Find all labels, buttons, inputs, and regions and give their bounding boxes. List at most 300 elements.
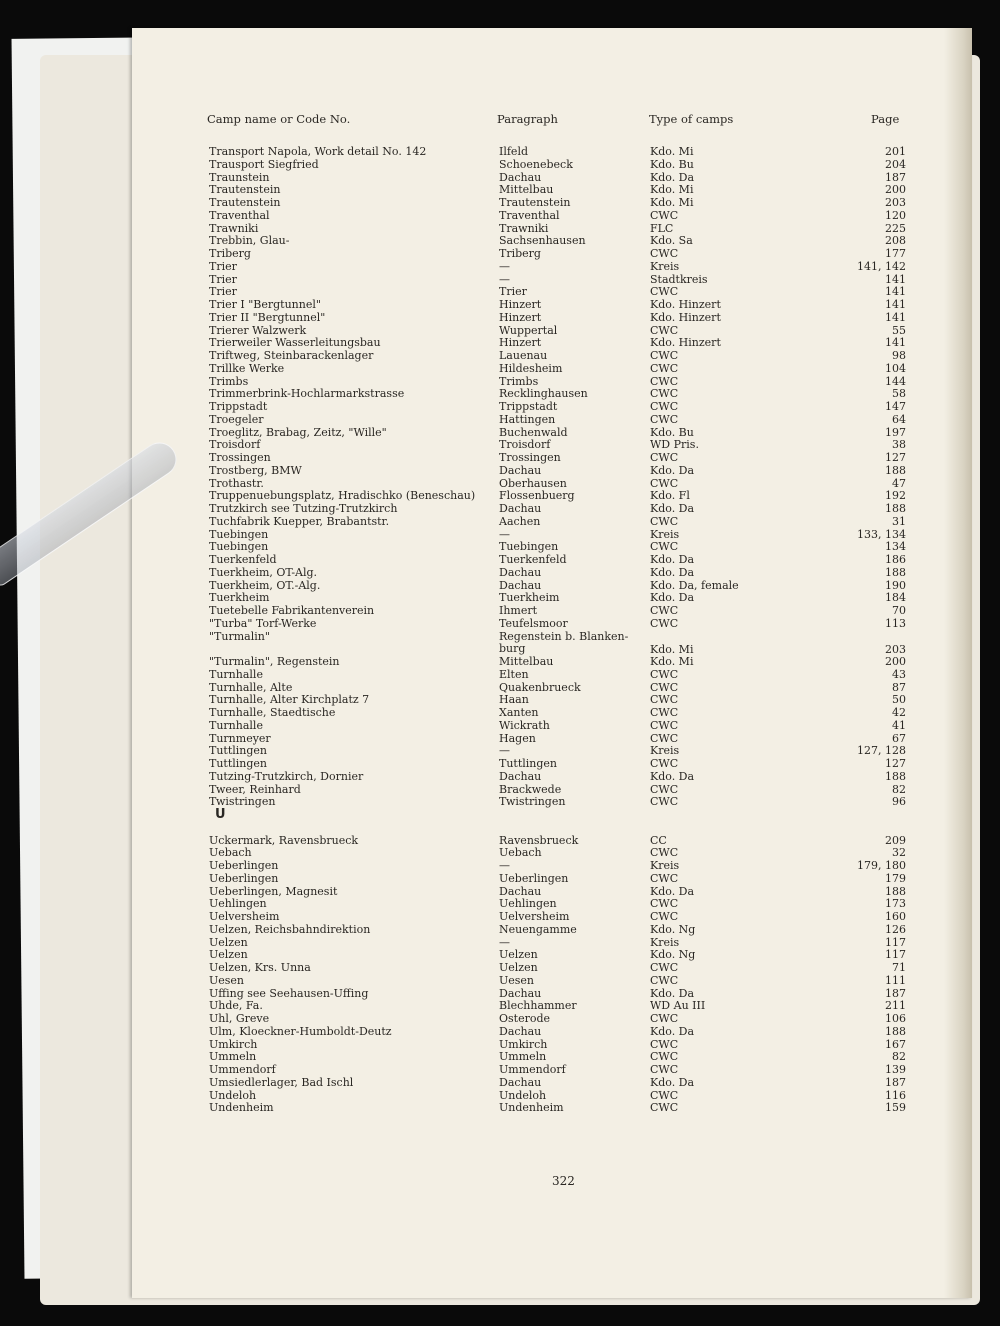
camp-name-cell: Transport Napola, Work detail No. 142 [209, 145, 427, 158]
camp-name-cell: Traventhal [209, 208, 270, 222]
camp-type-cell: Kdo. Da, female [650, 578, 739, 592]
page-ref-cell: 201 [885, 145, 906, 158]
paragraph-cell: Dachau [499, 463, 542, 477]
paragraph-cell: Regenstein b. Blanken-burg [499, 629, 629, 655]
camp-name-cell: Tuerkheim, OT.-Alg. [209, 578, 321, 592]
paragraph-cell: Trawniki [499, 221, 549, 235]
table-row [132, 962, 972, 975]
page-ref-cell: 144 [885, 374, 906, 388]
table-row [132, 261, 972, 274]
paragraph-cell: Tuttlingen [499, 757, 558, 770]
table-row [132, 707, 972, 720]
camp-name-cell: Ulm, Kloeckner-Humboldt-Deutz [209, 1024, 392, 1038]
camp-name-cell: Turnhalle, Alter Kirchplatz 7 [209, 693, 370, 707]
paragraph-cell: Umkirch [499, 1037, 548, 1051]
camp-name-cell: Tuerkheim [209, 591, 270, 605]
paragraph-cell: Ueberlingen [499, 871, 569, 885]
camp-type-cell: Kreis [650, 527, 680, 541]
table-row [132, 1026, 972, 1039]
camp-name-cell: Triftweg, Steinbarackenlager [209, 349, 374, 362]
section-letter-row [132, 809, 972, 835]
page-ref-cell: 96 [892, 795, 906, 809]
camp-type-cell: CWC [650, 208, 679, 222]
table-row [132, 567, 972, 580]
table-row [132, 465, 972, 478]
paragraph-cell: Recklinghausen [499, 387, 588, 401]
camp-type-cell: Kdo. Da [650, 1075, 695, 1089]
paragraph-cell: Mittelbau [499, 655, 554, 668]
paragraph-cell: Flossenbuerg [499, 489, 575, 503]
paragraph-cell: Blechhammer [499, 999, 577, 1013]
camp-name-cell: Trillke Werke [209, 361, 285, 375]
paragraph-cell: Dachau [499, 884, 542, 898]
camp-name-cell: Ueberlingen [209, 859, 279, 872]
page-ref-cell: 38 [892, 438, 906, 452]
page-ref-cell: 203 [885, 196, 906, 209]
camp-type-cell: CWC [650, 782, 679, 796]
page-ref-cell: 190 [885, 578, 906, 592]
page-ref-cell: 204 [885, 157, 906, 171]
paragraph-cell: Neuengamme [499, 922, 577, 936]
camp-name-cell: Traunstein [209, 170, 270, 184]
page-ref-cell: 64 [892, 412, 906, 426]
paragraph-cell: Trossingen [499, 451, 561, 464]
document-page [132, 28, 972, 1298]
camp-type-cell: Kdo. Hinzert [650, 298, 721, 311]
camp-name-cell: Uelzen, Krs. Unna [209, 961, 311, 974]
camp-type-cell: Kdo. Da [650, 769, 695, 783]
page-ref-cell: 188 [885, 769, 906, 783]
camp-type-cell: Kdo. Mi [650, 642, 694, 656]
paragraph-cell: Ravensbrueck [499, 833, 579, 847]
paragraph-cell: Ummeln [499, 1050, 547, 1064]
table-row [132, 758, 972, 771]
camp-type-cell: Stadtkreis [650, 272, 708, 286]
column-headers [132, 112, 972, 128]
page-ref-cell: 82 [892, 1050, 906, 1064]
table-row [132, 452, 972, 465]
paragraph-cell: Tuerkheim [499, 591, 560, 605]
page-ref-cell: 188 [885, 463, 906, 477]
paragraph-cell: Hinzert [499, 298, 542, 311]
camp-type-cell: Kreis [650, 744, 680, 758]
camp-type-cell: CWC [650, 604, 679, 617]
paragraph-cell: Uelzen [499, 961, 538, 974]
camp-name-cell: Tuebingen [209, 527, 269, 541]
table-row [132, 554, 972, 567]
camp-name-cell: Tuetebelle Fabrikantenverein [209, 604, 375, 617]
camp-name-cell: Ummeln [209, 1050, 257, 1064]
table-row [132, 618, 972, 631]
camp-name-cell: Turnhalle, Staedtische [209, 706, 336, 719]
camp-name-cell: Uelzen [209, 948, 248, 962]
camp-type-cell: Kdo. Hinzert [650, 310, 721, 324]
page-ref-cell: 197 [885, 425, 906, 439]
paragraph-cell: Sachsenhausen [499, 234, 586, 248]
paragraph-cell: Traventhal [499, 208, 560, 222]
paragraph-cell: Dachau [499, 769, 542, 783]
camp-type-cell: Kdo. Ng [650, 948, 696, 962]
table-row [132, 1064, 972, 1077]
camp-type-cell: Kdo. Bu [650, 157, 694, 171]
table-row [132, 401, 972, 414]
camp-name-cell: "Turba" Torf-Werke [209, 616, 317, 630]
page-ref-cell: 127 [885, 451, 906, 464]
camp-name-cell: Trutzkirch see Tutzing-Trutzkirch [209, 502, 398, 515]
paragraph-cell: Dachau [499, 565, 542, 579]
page-ref-cell: 127, 128 [857, 744, 906, 758]
page-ref-cell: 200 [885, 183, 906, 197]
camp-type-cell: CWC [650, 476, 679, 490]
page-ref-cell: 209 [885, 833, 906, 847]
paragraph-cell: Trimbs [499, 374, 539, 388]
page-ref-cell: 47 [892, 476, 906, 490]
camp-type-cell: CWC [650, 680, 679, 694]
camp-type-cell: Kdo. Da [650, 1024, 695, 1038]
table-row [132, 860, 972, 873]
camp-type-cell: CWC [650, 374, 679, 388]
camp-type-cell: Kdo. Sa [650, 234, 693, 248]
table-row [132, 1077, 972, 1090]
header-paragraph: Paragraph [497, 112, 558, 126]
paragraph-cell: Dachau [499, 986, 542, 1000]
paragraph-cell: Trippstadt [499, 400, 558, 413]
page-ref-cell: 67 [892, 731, 906, 745]
camp-name-cell: Trawniki [209, 221, 259, 235]
camp-type-cell: Kdo. Hinzert [650, 336, 721, 350]
paragraph-cell: — [499, 272, 510, 286]
paragraph-cell: Uelversheim [499, 910, 570, 923]
camp-name-cell: Undenheim [209, 1101, 274, 1115]
camp-type-cell: CWC [650, 846, 679, 860]
paragraph-cell: Oberhausen [499, 476, 567, 490]
camp-type-cell: FLC [650, 221, 674, 235]
paragraph-cell: Ummendorf [499, 1063, 566, 1076]
camp-type-cell: CWC [650, 514, 679, 528]
camp-name-cell: "Turmalin", Regenstein [209, 655, 340, 668]
table-row [132, 1102, 972, 1115]
camp-type-cell: CWC [650, 1063, 679, 1076]
camp-type-cell: CWC [650, 693, 679, 707]
camp-name-cell: Troegeler [209, 412, 264, 426]
table-row [132, 796, 972, 809]
table-row [132, 924, 972, 937]
camp-type-cell: CWC [650, 387, 679, 401]
header-type-of-camps: Type of camps [649, 112, 734, 126]
camp-type-cell: Kdo. Mi [650, 196, 694, 209]
camp-type-cell: WD Pris. [650, 438, 699, 452]
camp-name-cell: Tuttlingen [209, 757, 268, 770]
page-ref-cell: 32 [892, 846, 906, 860]
camp-type-cell: CWC [650, 871, 679, 885]
paragraph-cell: Hildesheim [499, 361, 563, 375]
camp-type-cell: CWC [650, 400, 679, 413]
table-row [132, 656, 972, 669]
camp-name-cell: Uckermark, Ravensbrueck [209, 833, 359, 847]
paragraph-cell: — [499, 527, 510, 541]
page-ref-cell: 179, 180 [857, 859, 906, 872]
camp-name-cell: Ueberlingen [209, 871, 279, 885]
paragraph-cell: Undenheim [499, 1101, 564, 1115]
paragraph-cell: Brackwede [499, 782, 562, 796]
camp-type-cell: Kdo. Da [650, 553, 695, 566]
paragraph-cell: Hattingen [499, 412, 556, 426]
table-row [132, 197, 972, 210]
camp-name-cell: Tuerkheim, OT-Alg. [209, 565, 318, 579]
camp-type-cell: CWC [650, 1088, 679, 1102]
page-ref-cell: 41 [892, 718, 906, 732]
camp-type-cell: CWC [650, 961, 679, 974]
page-ref-cell: 71 [892, 961, 906, 974]
page-ref-cell: 43 [892, 667, 906, 681]
page-ref-cell: 55 [892, 323, 906, 337]
camp-type-cell: CC [650, 833, 667, 847]
page-ref-cell: 208 [885, 234, 906, 248]
camp-name-cell: Trossingen [209, 451, 271, 464]
page-ref-cell: 139 [885, 1063, 906, 1076]
camp-type-cell: CWC [650, 757, 679, 770]
camp-name-cell: Ueberlingen, Magnesit [209, 884, 338, 898]
page-ref-cell: 187 [885, 170, 906, 184]
camp-type-cell: CWC [650, 361, 679, 375]
page-ref-cell: 98 [892, 349, 906, 362]
camp-type-cell: CWC [650, 247, 679, 260]
page-ref-cell: 70 [892, 604, 906, 617]
camp-name-cell: Uesen [209, 973, 245, 987]
camp-name-cell: Tuttlingen [209, 744, 268, 758]
page-ref-cell: 141 [885, 310, 906, 324]
page-ref-cell: 117 [885, 948, 906, 962]
camp-type-cell: CWC [650, 323, 679, 337]
camp-type-cell: Kdo. Mi [650, 183, 694, 197]
camp-name-cell: Trimmerbrink-Hochlarmarkstrasse [209, 387, 405, 401]
camp-name-cell: Turnhalle [209, 667, 263, 681]
table-row [132, 605, 972, 618]
table-row [132, 299, 972, 312]
paragraph-cell: Dachau [499, 578, 542, 592]
page-ref-cell: 187 [885, 986, 906, 1000]
paragraph-cell: Schoenebeck [499, 157, 573, 171]
paragraph-cell: Buchenwald [499, 425, 568, 439]
camp-type-cell: CWC [650, 973, 679, 987]
camp-name-cell: Tweer, Reinhard [209, 782, 301, 796]
header-page: Page [871, 112, 900, 126]
page-ref-cell: 173 [885, 897, 906, 911]
page-ref-cell: 179 [885, 871, 906, 885]
camp-name-cell: Tutzing-Trutzkirch, Dornier [209, 769, 364, 783]
table-row [132, 1013, 972, 1026]
camp-name-cell: Umsiedlerlager, Bad Ischl [209, 1075, 354, 1089]
page-ref-cell: 225 [885, 221, 906, 235]
paragraph-cell: Tuebingen [499, 540, 559, 554]
camp-name-cell: Trier I "Bergtunnel" [209, 298, 321, 311]
camp-name-cell: Trimbs [209, 374, 249, 388]
page-ref-cell: 87 [892, 680, 906, 694]
camp-type-cell: CWC [650, 412, 679, 426]
page-ref-cell: 117 [885, 935, 906, 949]
table-row [132, 873, 972, 886]
camp-name-cell: Tuchfabrik Kuepper, Brabantstr. [209, 514, 390, 528]
page-ref-cell: 134 [885, 540, 906, 554]
camp-type-cell: CWC [650, 910, 679, 923]
camp-name-cell: Troeglitz, Brabag, Zeitz, "Wille" [209, 425, 387, 439]
camp-name-cell: Uehlingen [209, 897, 267, 911]
paragraph-cell: Troisdorf [499, 438, 551, 452]
table-row [132, 835, 972, 848]
table-row [132, 414, 972, 427]
camp-name-cell: Umkirch [209, 1037, 258, 1051]
page-ref-cell: 187 [885, 1075, 906, 1089]
camp-name-cell: Uelzen, Reichsbahndirektion [209, 922, 371, 936]
camp-type-cell: CWC [650, 451, 679, 464]
camp-name-cell: Uffing see Seehausen-Uffing [209, 986, 369, 1000]
camp-name-cell: Trausport Siegfried [209, 157, 319, 171]
page-ref-cell: 141 [885, 285, 906, 299]
table-row [132, 235, 972, 248]
camp-type-cell: CWC [650, 795, 679, 809]
paragraph-cell: Dachau [499, 1075, 542, 1089]
page-ref-cell: 104 [885, 361, 906, 375]
paragraph-cell: Dachau [499, 1024, 542, 1038]
paragraph-cell: Lauenau [499, 349, 548, 362]
camp-type-cell: CWC [650, 718, 679, 732]
camp-name-cell: Uhl, Greve [209, 1012, 270, 1025]
paragraph-cell: Uesen [499, 973, 535, 987]
camp-type-cell: Kdo. Da [650, 502, 695, 515]
camp-type-cell: Kdo. Bu [650, 425, 694, 439]
camp-type-cell: CWC [650, 616, 679, 630]
paragraph-cell: Trautenstein [499, 196, 571, 209]
page-ref-cell: 211 [885, 999, 906, 1013]
camp-type-cell: Kdo. Da [650, 986, 695, 1000]
table-row [132, 911, 972, 924]
page-ref-cell: 159 [885, 1101, 906, 1115]
section-letter: U [215, 807, 226, 822]
paragraph-cell: Quakenbrueck [499, 680, 581, 694]
paragraph-cell: Wickrath [499, 718, 550, 732]
paragraph-cell: Dachau [499, 502, 542, 515]
paragraph-cell: Aachen [499, 514, 541, 528]
page-ref-cell: 203 [885, 642, 906, 656]
table-row [132, 503, 972, 516]
page-ref-cell: 42 [892, 706, 906, 719]
camp-type-cell: CWC [650, 897, 679, 911]
camp-type-cell: Kdo. Fl [650, 489, 690, 503]
page-ref-cell: 111 [885, 973, 906, 987]
camp-name-cell: Trothastr. [209, 476, 264, 490]
table-row [132, 720, 972, 733]
camp-type-cell: Kdo. Ng [650, 922, 696, 936]
table-row [132, 248, 972, 261]
page-ref-cell: 141 [885, 272, 906, 286]
page-ref-cell: 126 [885, 922, 906, 936]
page-ref-cell: 141 [885, 298, 906, 311]
paragraph-cell: Teufelsmoor [499, 616, 568, 630]
table-row [132, 937, 972, 950]
paragraph-cell: — [499, 859, 510, 872]
camp-type-cell: CWC [650, 1101, 679, 1115]
page-ref-cell: 177 [885, 247, 906, 260]
camp-type-cell: CWC [650, 1012, 679, 1025]
camp-name-cell: Uelzen [209, 935, 248, 949]
camp-name-cell: Trippstadt [209, 400, 268, 413]
paragraph-cell: Triberg [499, 247, 541, 260]
table-row [132, 669, 972, 682]
camp-name-cell: Turnmeyer [209, 731, 271, 745]
paragraph-cell: Ihmert [499, 604, 538, 617]
page-ref-cell: 106 [885, 1012, 906, 1025]
camp-name-cell: Uelversheim [209, 910, 280, 923]
page-ref-cell: 113 [885, 616, 906, 630]
camp-name-cell: Tuerkenfeld [209, 553, 277, 566]
page-ref-cell: 188 [885, 502, 906, 515]
page-ref-cell: 167 [885, 1037, 906, 1051]
camp-name-cell: "Turmalin" [209, 629, 270, 643]
camp-type-cell: CWC [650, 731, 679, 745]
table-row [132, 274, 972, 287]
paragraph-cell: Twistringen [499, 795, 566, 809]
camp-type-cell: CWC [650, 706, 679, 719]
index-table [132, 146, 972, 1115]
paragraph-cell: Xanten [499, 706, 539, 719]
camp-type-cell: Kdo. Da [650, 463, 695, 477]
camp-type-cell: Kdo. Da [650, 565, 695, 579]
camp-name-cell: Turnhalle [209, 718, 263, 732]
camp-type-cell: CWC [650, 667, 679, 681]
camp-type-cell: CWC [650, 285, 679, 299]
camp-name-cell: Tuebingen [209, 540, 269, 554]
camp-name-cell: Uebach [209, 846, 252, 860]
camp-name-cell: Trautenstein [209, 196, 281, 209]
page-ref-cell: 82 [892, 782, 906, 796]
table-row [132, 159, 972, 172]
camp-name-cell: Trier II "Bergtunnel" [209, 310, 326, 324]
page-ref-cell: 188 [885, 884, 906, 898]
paragraph-cell: Uehlingen [499, 897, 557, 911]
camp-name-cell: Trier [209, 272, 237, 286]
header-camp-name: Camp name or Code No. [207, 112, 351, 126]
table-row [132, 771, 972, 784]
page-ref-cell: 160 [885, 910, 906, 923]
page-ref-cell: 200 [885, 655, 906, 668]
camp-type-cell: Kdo. Mi [650, 145, 694, 158]
camp-name-cell: Trierer Walzwerk [209, 323, 307, 337]
camp-type-cell: WD Au III [650, 999, 706, 1013]
page-ref-cell: 141, 142 [857, 259, 906, 273]
paragraph-cell: Elten [499, 667, 529, 681]
camp-type-cell: Kdo. Mi [650, 655, 694, 668]
paragraph-cell: Dachau [499, 170, 542, 184]
paragraph-cell: Ilfeld [499, 145, 529, 158]
page-ref-cell: 133, 134 [857, 527, 906, 541]
paragraph-cell: Haan [499, 693, 529, 707]
paragraph-cell: Trier [499, 285, 527, 299]
camp-name-cell: Trier [209, 285, 237, 299]
camp-name-cell: Trostberg, BMW [209, 463, 302, 477]
table-row [132, 312, 972, 325]
camp-type-cell: CWC [650, 540, 679, 554]
camp-name-cell: Truppenuebungsplatz, Hradischko (Beneschau) [209, 489, 476, 503]
camp-name-cell: Trierweiler Wasserleitungsbau [209, 336, 381, 350]
camp-type-cell: Kreis [650, 259, 680, 273]
page-ref-cell: 141 [885, 336, 906, 350]
page-ref-cell: 50 [892, 693, 906, 707]
table-row [132, 363, 972, 376]
paragraph-cell: Osterode [499, 1012, 551, 1025]
paragraph-cell: Uebach [499, 846, 542, 860]
camp-type-cell: CWC [650, 349, 679, 362]
paragraph-cell: Tuerkenfeld [499, 553, 567, 566]
